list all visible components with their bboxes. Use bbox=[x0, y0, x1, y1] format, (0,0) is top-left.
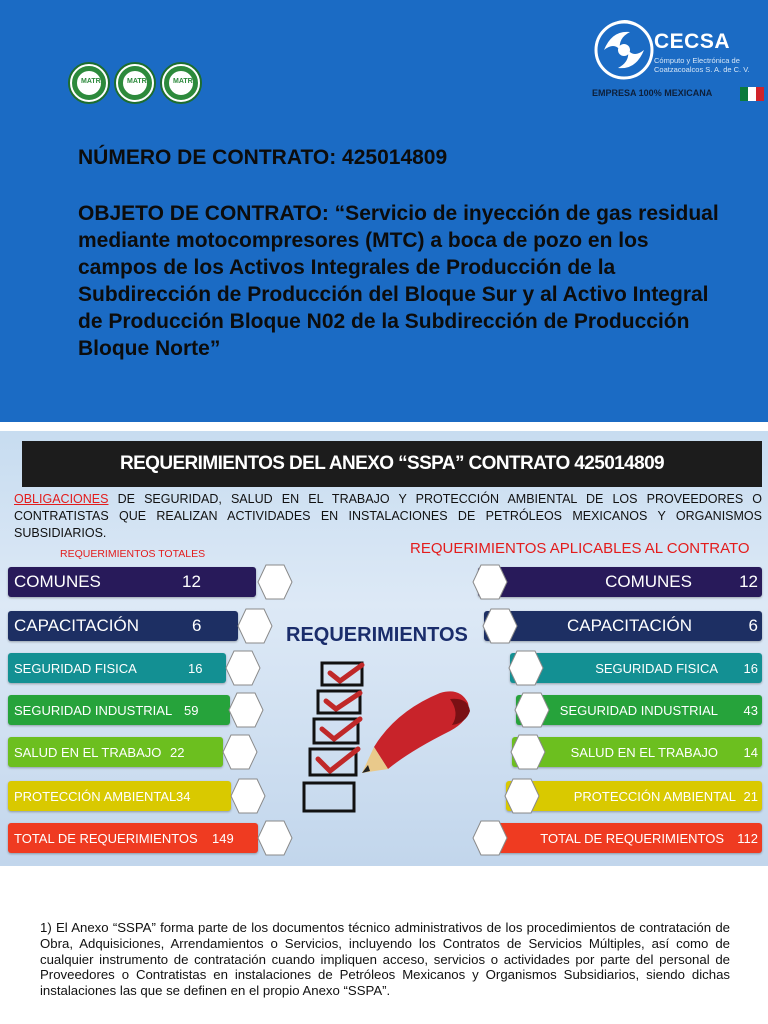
left-column-title: REQUERIMIENTOS TOTALES bbox=[60, 548, 206, 560]
right-hexagon-icon bbox=[508, 650, 544, 686]
left-hexagon-icon bbox=[257, 820, 293, 856]
left-hexagon-icon bbox=[230, 778, 266, 814]
iso-9001-badge-icon: MATR bbox=[68, 62, 110, 104]
right-bar-value: 43 bbox=[743, 702, 758, 718]
right-hexagon-icon bbox=[504, 778, 540, 814]
right-bar-capacitacion bbox=[484, 611, 762, 641]
left-bar-value: 16 bbox=[188, 660, 203, 676]
left-hexagon-icon bbox=[225, 650, 261, 686]
right-hexagon-icon bbox=[482, 608, 518, 644]
left-bar-value: 22 bbox=[170, 744, 185, 760]
right-hexagon-icon bbox=[472, 820, 508, 856]
left-bar-total bbox=[8, 823, 258, 853]
right-hexagon-icon bbox=[472, 564, 508, 600]
right-bar-proteccion bbox=[506, 781, 762, 811]
left-bar-label: COMUNES bbox=[14, 572, 101, 591]
left-bar-capacitacion bbox=[8, 611, 238, 641]
left-bar-label: SEGURIDAD FISICA bbox=[14, 660, 137, 676]
contract-object: OBJETO DE CONTRATO: “Servicio de inyección de gas residual mediante motocompresores (MTC) a boca de pozo en los campos de los Activos Integrales de Producción de la Subdirección de Producción del Bloque Sur y al Activo Integral de Producción Bloque N02 de la Subdirección de Producción Bloque Norte” bbox=[78, 202, 719, 360]
right-bar-label: SEGURIDAD INDUSTRIAL bbox=[559, 702, 718, 718]
right-bar-seg_industrial bbox=[516, 695, 762, 725]
right-bar-total bbox=[480, 823, 762, 853]
annex-title: REQUERIMIENTOS DEL ANEXO “SSPA” CONTRATO 425014809 bbox=[22, 441, 762, 487]
right-bar-label: SEGURIDAD FISICA bbox=[595, 660, 718, 676]
right-bar-label: TOTAL DE REQUERIMIENTOS bbox=[540, 830, 724, 846]
right-bar-label: COMUNES bbox=[605, 572, 692, 591]
obligations-rest: DE SEGURIDAD, SALUD EN EL TRABAJO Y PROTECCIÓN AMBIENTAL DE LOS PROVEEDORES O CONTRATISTAS QUE REALIZAN ACTIVIDADES EN INSTALACIONES DE PETRÓLEOS MEXICANOS Y ORGANISMOS SUBSIDIARIOS. bbox=[14, 492, 762, 540]
right-bar-value: 21 bbox=[743, 788, 758, 804]
right-bar-label: SALUD EN EL TRABAJO bbox=[570, 744, 718, 760]
iso-14001-badge-icon: MATR bbox=[114, 62, 156, 104]
footnote-text: 1) El Anexo “SSPA” forma parte de los documentos técnico administrativos de los procedimientos de contratación de Obra, Adquisiciones, Arrendamientos o Servicios, incluyendo los Contratos de Servicios Múltiples, así como de cualquier instrumento de contratación cuando impliquen acceso, servicios o actividades por parte del personal de Proveedores o Contratistas en instalaciones de Petróleos Mexicanos y Organismos Subsidiarios, siendo dichas instalaciones las que se definen en el propio Anexo “SSPA”. bbox=[40, 920, 730, 999]
left-bar-value: 149 bbox=[212, 830, 234, 846]
contract-slide bbox=[0, 0, 768, 422]
left-bar-label: PROTECCIÓN AMBIENTAL bbox=[14, 788, 177, 804]
iso-certification-badges bbox=[68, 62, 202, 104]
right-bar-comunes bbox=[478, 567, 762, 597]
left-bar-salud bbox=[8, 737, 223, 767]
right-bar-label: CAPACITACIÓN bbox=[567, 616, 692, 635]
right-bar-value: 16 bbox=[743, 660, 758, 676]
logo-name: CECSA bbox=[654, 30, 731, 53]
right-column-title: REQUERIMIENTOS APLICABLES AL CONTRATO bbox=[410, 540, 750, 557]
right-bar-seg_fisica bbox=[510, 653, 762, 683]
empresa-label: EMPRESA 100% MEXICANA bbox=[592, 88, 713, 98]
checklist-pencil-icon bbox=[300, 659, 500, 819]
iso-45001-badge-icon: MATR bbox=[160, 62, 202, 104]
left-hexagon-icon bbox=[237, 608, 273, 644]
left-bar-comunes bbox=[8, 567, 256, 597]
left-hexagon-icon bbox=[257, 564, 293, 600]
left-bar-seg_fisica bbox=[8, 653, 226, 683]
left-bar-proteccion bbox=[8, 781, 231, 811]
right-hexagon-icon bbox=[510, 734, 546, 770]
left-bar-label: CAPACITACIÓN bbox=[14, 616, 139, 635]
obligations-link[interactable]: OBLIGACIONES bbox=[14, 492, 109, 506]
left-bar-seg_industrial bbox=[8, 695, 230, 725]
left-bar-value: 6 bbox=[192, 616, 202, 635]
contract-number: NÚMERO DE CONTRATO: 425014809 bbox=[78, 146, 448, 169]
requirements-slide bbox=[0, 431, 768, 866]
center-title: REQUERIMIENTOS bbox=[286, 624, 468, 646]
right-bar-label: PROTECCIÓN AMBIENTAL bbox=[573, 788, 736, 804]
left-bar-value: 59 bbox=[184, 702, 199, 718]
left-hexagon-icon bbox=[228, 692, 264, 728]
right-hexagon-icon bbox=[514, 692, 550, 728]
right-bar-salud bbox=[512, 737, 762, 767]
left-bar-label: SEGURIDAD INDUSTRIAL bbox=[14, 702, 173, 718]
left-bar-label: TOTAL DE REQUERIMIENTOS bbox=[14, 830, 198, 846]
logo-subtitle: Cómputo y Electrónica de Coatzacoalcos S. A. de C. V. bbox=[654, 56, 750, 74]
left-bar-value: 34 bbox=[176, 788, 191, 804]
obligations-text bbox=[14, 491, 762, 542]
left-hexagon-icon bbox=[222, 734, 258, 770]
left-bar-value: 12 bbox=[182, 572, 201, 591]
right-bar-value: 12 bbox=[739, 572, 758, 591]
mexico-flag-icon bbox=[740, 87, 764, 101]
right-bar-value: 14 bbox=[743, 744, 758, 760]
left-bar-label: SALUD EN EL TRABAJO bbox=[14, 744, 162, 760]
right-bar-value: 6 bbox=[748, 616, 758, 635]
right-bar-value: 112 bbox=[737, 830, 758, 846]
